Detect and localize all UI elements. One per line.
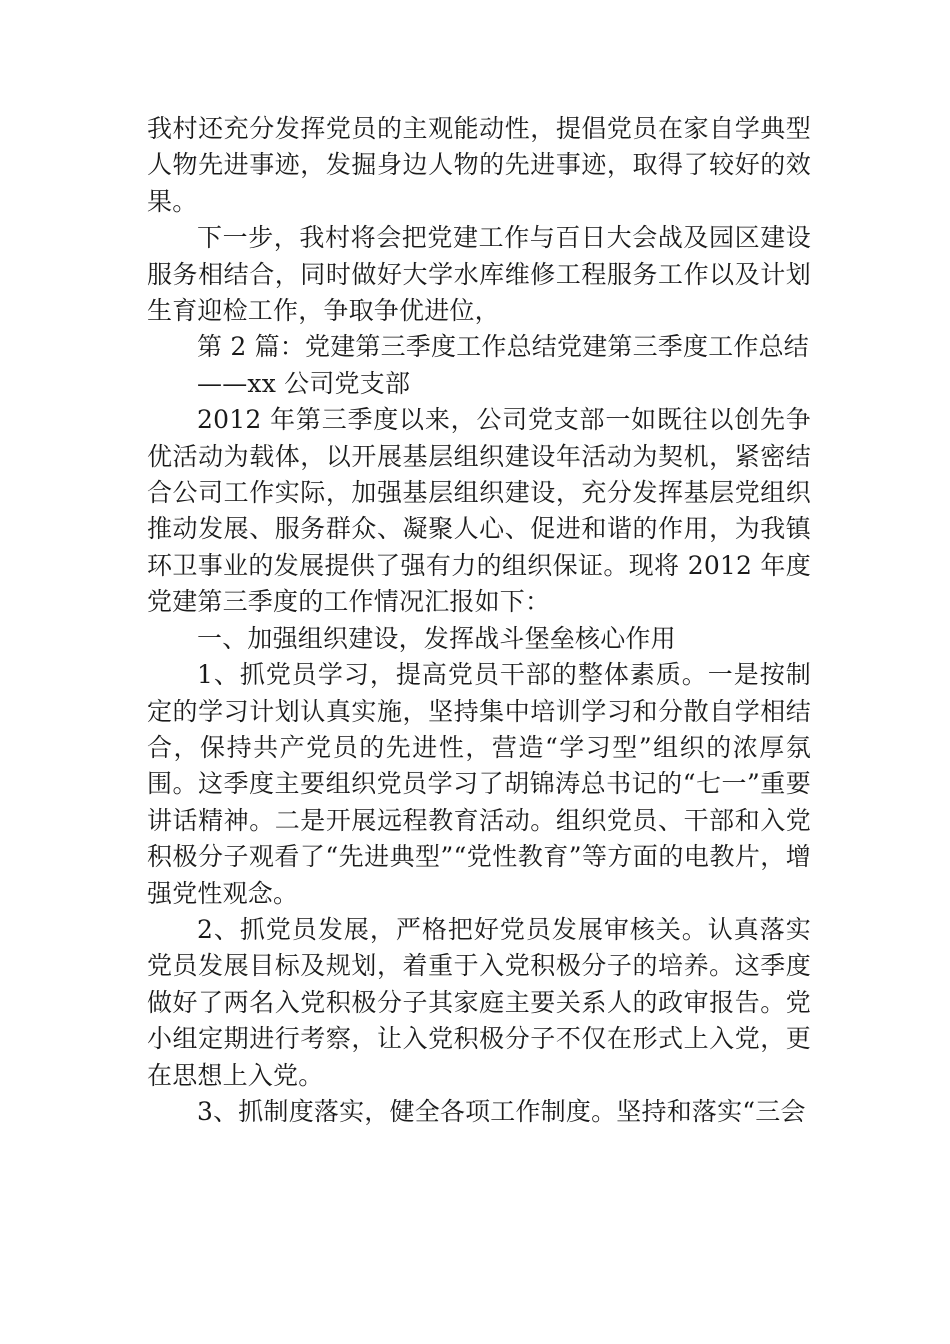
heading-organization-building: 一、加强组织建设，发挥战斗堡垒核心作用 (197, 623, 676, 653)
document-page (147, 111, 811, 1130)
paragraph-party-member-study: 1、抓党员学习，提高党员干部的整体素质。一是按制定的学习计划认真实施，坚持集中培训学习和分散自学相结合，保持共产党员的先进性，营造“学习型”组织的浓厚氛围。这季度主要组织党员学习了胡锦涛总书记的“七一”重要讲话精神。二是开展远程教育活动。组织党员、干部和入党积极分子观看了“先进典型”“党性教育”等方面的电教片，增强党性观念。 (147, 660, 811, 908)
paragraph-intro: 2012 年第三季度以来，公司党支部一如既往以创先争优活动为载体，以开展基层组织建设年活动为契机，紧密结合公司工作实际，加强基层组织建设，充分发挥基层党组织推动发展、服务群众、凝聚人心、促进和谐的作用，为我镇环卫事业的发展提供了强有力的组织保证。现将 2012 年度党建第三季度的工作情况汇报如下： (147, 405, 811, 617)
paragraph-party-member-development: 2、抓党员发展，严格把好党员发展审核关。认真落实党员发展目标及规划，着重于入党积极分子的培养。这季度做好了两名入党积极分子其家庭主要关系人的政审报告。党小组定期进行考察，让入党积极分子不仅在形式上入党，更在思想上入党。 (147, 914, 811, 1090)
paragraph-next-step: 下一步，我村将会把党建工作与百日大会战及园区建设服务相结合，同时做好大学水库维修工程服务工作以及计划生育迎检工作，争取争优进位， (147, 223, 811, 326)
section-subtitle: ——xx 公司党支部 (197, 368, 411, 398)
paragraph-system-implementation: 3、抓制度落实，健全各项工作制度。坚持和落实“三会 (197, 1096, 806, 1126)
paragraph-village-self-study: 我村还充分发挥党员的主观能动性，提倡党员在家自学典型人物先进事迹，发掘身边人物的先进事迹，取得了较好的效果。 (147, 114, 811, 216)
section-title: 第 2 篇：党建第三季度工作总结党建第三季度工作总结 (197, 332, 810, 362)
